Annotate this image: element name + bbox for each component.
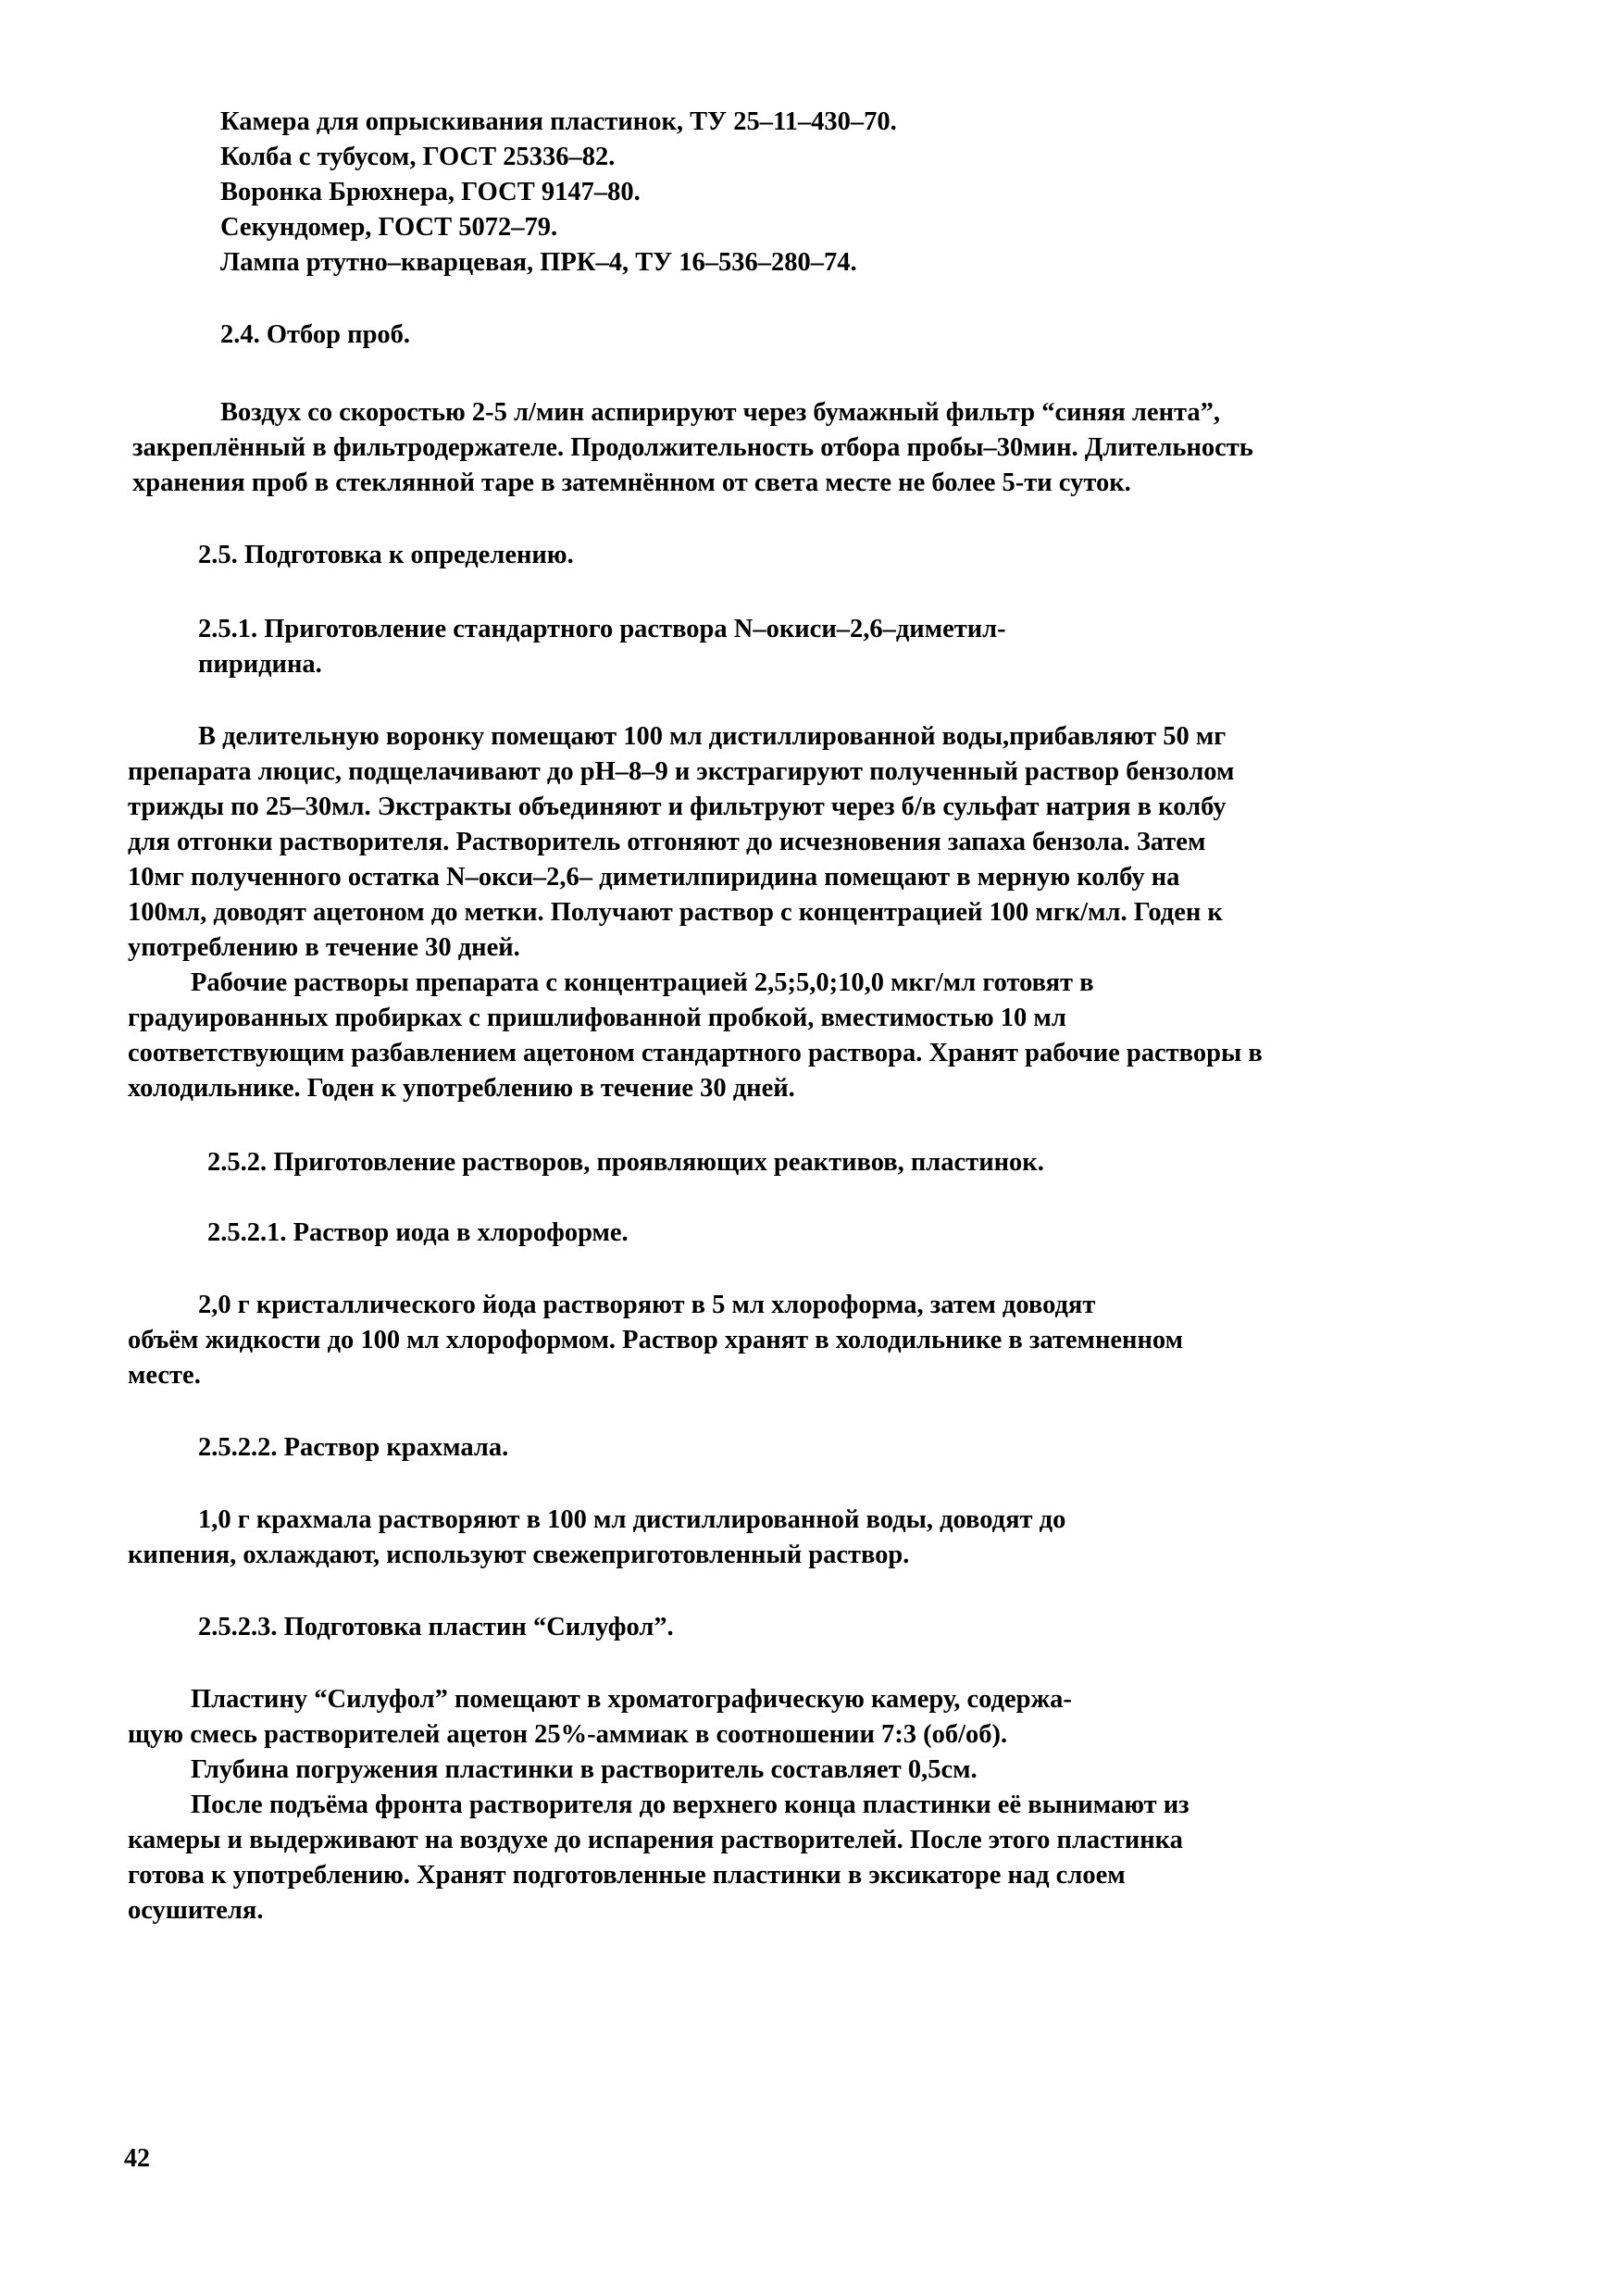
standard-line-1: В делительную воронку помещают 100 мл дистиллированной воды,прибавляют 50 мг xyxy=(198,722,1227,751)
sampling-line-2: закреплённый в фильтродержателе. Продолжительность отбора пробы–30мин. Длительность xyxy=(132,433,1253,462)
working-line-4: холодильнике. Годен к употреблению в течение 30 дней. xyxy=(128,1074,795,1103)
sampling-line-3: хранения проб в стеклянной таре в затемнённом от света месте не более 5-ти суток. xyxy=(132,468,1131,497)
iodine-line-2: объём жидкости до 100 мл хлороформом. Раствор хранят в холодильнике в затемненном xyxy=(128,1326,1183,1354)
standard-heading-line-2: пиридина. xyxy=(198,650,322,679)
plates-line-6: готова к употреблению. Хранят подготовленные пластинки в эксикаторе над слоем xyxy=(128,1861,1126,1890)
standard-line-5: 10мг полученного остатка N–окси–2,6– диметилпиридина помещают в мерную колбу на xyxy=(128,863,1180,892)
plates-heading: 2.5.2.3. Подготовка пластин “Силуфол”. xyxy=(198,1613,674,1641)
sampling-line-1: Воздух со скоростью 2-5 л/мин аспирируют через бумажный фильтр “синяя лента”, xyxy=(220,398,1220,427)
equipment-line-3: Воронка Брюхнера, ГОСТ 9147–80. xyxy=(220,178,641,206)
plates-line-4: После подъёма фронта растворителя до верхнего конца пластинки её вынимают из xyxy=(191,1791,1190,1819)
equipment-line-1: Камера для опрыскивания пластинок, ТУ 25–11–430–70. xyxy=(220,107,897,136)
plates-line-3: Глубина погружения пластинки в растворитель составляет 0,5см. xyxy=(191,1755,978,1784)
sampling-heading: 2.4. Отбор проб. xyxy=(220,320,411,349)
iodine-heading: 2.5.2.1. Раствор иода в хлороформе. xyxy=(207,1218,629,1247)
standard-line-4: для отгонки растворителя. Растворитель отгоняют до исчезновения запаха бензола. Затем xyxy=(128,828,1206,856)
starch-line-1: 1,0 г крахмала растворяют в 100 мл дистиллированной воды, доводят до xyxy=(198,1505,1066,1534)
working-line-1: Рабочие растворы препарата с концентрацией 2,5;5,0;10,0 мкг/мл готовят в xyxy=(191,968,1094,997)
preparation-heading: 2.5. Подготовка к определению. xyxy=(198,541,574,569)
working-line-3: соответствующим разбавлением ацетоном стандартного раствора. Хранят рабочие растворы в xyxy=(128,1039,1263,1067)
iodine-line-3: месте. xyxy=(128,1361,201,1390)
iodine-line-1: 2,0 г кристаллического йода растворяют в 5 мл хлороформа, затем доводят xyxy=(198,1291,1096,1319)
starch-line-2: кипения, охлаждают, используют свежеприготовленный раствор. xyxy=(128,1541,910,1569)
plates-line-7: осушителя. xyxy=(128,1896,264,1925)
plates-line-5: камеры и выдерживают на воздухе до испарения растворителей. После этого пластинка xyxy=(128,1826,1183,1854)
standard-line-7: употреблению в течение 30 дней. xyxy=(128,933,520,962)
equipment-line-4: Секундомер, ГОСТ 5072–79. xyxy=(220,213,558,242)
equipment-line-2: Колба с тубусом, ГОСТ 25336–82. xyxy=(220,143,616,171)
reagents-heading: 2.5.2. Приготовление растворов, проявляющих реактивов, пластинок. xyxy=(207,1148,1044,1177)
page-number: 42 xyxy=(124,2144,150,2173)
starch-heading: 2.5.2.2. Раствор крахмала. xyxy=(198,1433,509,1462)
plates-line-1: Пластину “Силуфол” помещают в хроматографическую камеру, содержа- xyxy=(191,1685,1072,1714)
standard-line-3: трижды по 25–30мл. Экстракты объединяют и фильтруют через б/в сульфат натрия в колбу xyxy=(128,792,1227,821)
equipment-line-5: Лампа ртутно–кварцевая, ПРК–4, ТУ 16–536–280–74. xyxy=(220,248,857,277)
standard-line-6: 100мл, доводят ацетоном до метки. Получают раствор с концентрацией 100 мгк/мл. Годен к xyxy=(128,898,1223,927)
standard-line-2: препарата люцис, подщелачивают до pH–8–9 и экстрагируют полученный раствор бензолом xyxy=(128,757,1235,786)
working-line-2: градуированных пробирках с пришлифованной пробкой, вместимостью 10 мл xyxy=(128,1004,1066,1032)
standard-heading-line-1: 2.5.1. Приготовление стандартного раствора N–окиси–2,6–диметил- xyxy=(198,615,1006,643)
plates-line-2: щую смесь растворителей ацетон 25%-аммиак в соотношении 7:3 (об/об). xyxy=(128,1720,1008,1749)
